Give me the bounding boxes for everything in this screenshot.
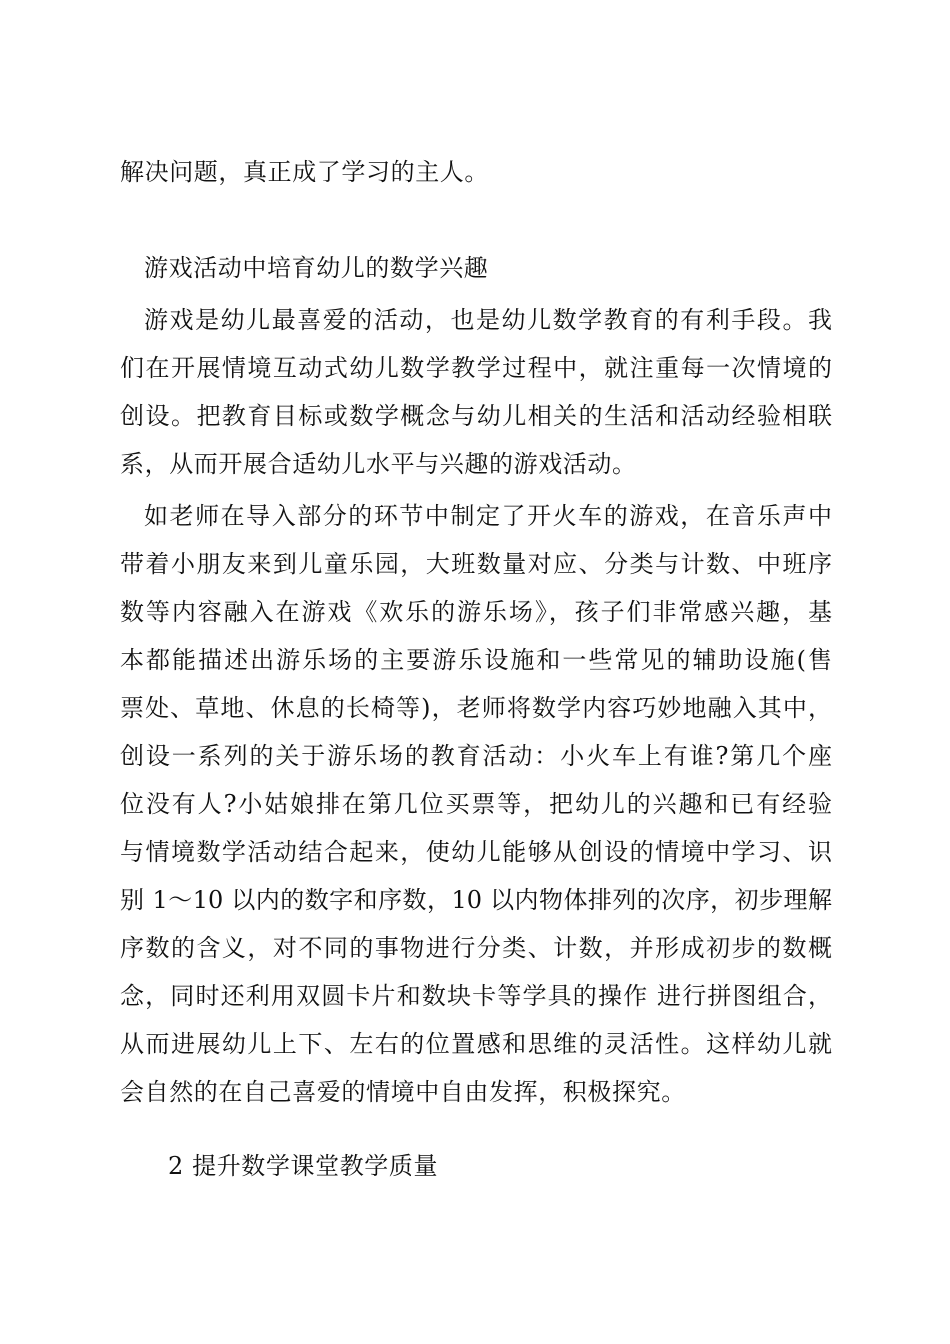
paragraph-line: 别 1～10 以内的数字和序数，10 以内物体排列的次序，初步理解: [120, 886, 832, 914]
section-heading: 游戏活动中培育幼儿的数学兴趣: [144, 254, 489, 282]
continuation-text: 解决问题，真正成了学习的主人。: [120, 158, 489, 186]
paragraph-line: 本都能描述出游乐场的主要游乐设施和一些常见的辅助设施(售: [120, 646, 832, 674]
paragraph-line: 从而进展幼儿上下、左右的位置感和思维的灵活性。这样幼儿就: [120, 1030, 832, 1058]
paragraph-line: 位没有人?小姑娘排在第几位买票等，把幼儿的兴趣和已有经验: [120, 790, 832, 818]
paragraph-line: 数等内容融入在游戏《欢乐的游乐场》，孩子们非常感兴趣，基: [120, 598, 832, 626]
paragraph-line: 会自然的在自己喜爱的情境中自由发挥，积极探究。: [120, 1078, 686, 1106]
paragraph-line: 游戏是幼儿最喜爱的活动，也是幼儿数学教育的有利手段。我: [144, 306, 832, 334]
paragraph-line: 序数的含义，对不同的事物进行分类、计数，并形成初步的数概: [120, 934, 832, 962]
paragraph-line: 带着小朋友来到儿童乐园，大班数量对应、分类与计数、中班序: [120, 550, 832, 578]
paragraph-line: 如老师在导入部分的环节中制定了开火车的游戏，在音乐声中: [144, 502, 832, 530]
paragraph-line: 们在开展情境互动式幼儿数学教学过程中，就注重每一次情境的: [120, 354, 832, 382]
paragraph-line: 系，从而开展合适幼儿水平与兴趣的游戏活动。: [120, 450, 637, 478]
paragraph-line: 票处、草地、休息的长椅等)，老师将数学内容巧妙地融入其中，: [120, 694, 832, 722]
subheading: 2 提升数学课堂教学质量: [168, 1152, 439, 1180]
paragraph-line: 创设。把教育目标或数学概念与幼儿相关的生活和活动经验相联: [120, 402, 832, 430]
paragraph-line: 创设一系列的关于游乐场的教育活动：小火车上有谁?第几个座: [120, 742, 832, 770]
paragraph-line: 念，同时还利用双圆卡片和数块卡等学具的操作 进行拼图组合，: [120, 982, 832, 1010]
paragraph-line: 与情境数学活动结合起来，使幼儿能够从创设的情境中学习、识: [120, 838, 832, 866]
